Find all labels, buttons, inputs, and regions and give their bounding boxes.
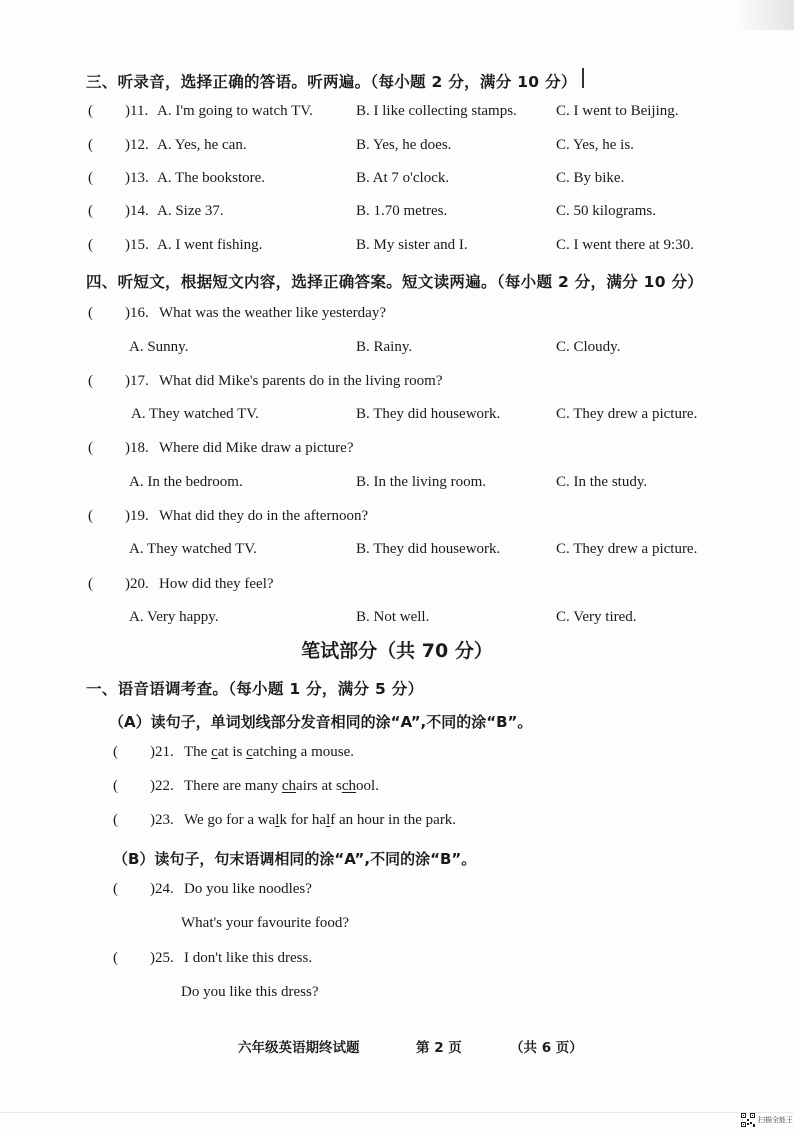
sentence [184, 744, 354, 761]
underlined-letters: c [211, 744, 218, 760]
option-b: B. 1.70 metres. [356, 203, 448, 219]
answer-bracket[interactable]: ( [88, 203, 93, 219]
sentence-text: airs at s [296, 778, 342, 794]
question-number: )11. [125, 103, 149, 119]
option-b: B. They did housework. [356, 541, 501, 557]
question-15 [0, 237, 794, 267]
question-number: )16. [125, 305, 149, 321]
question-25 [0, 950, 794, 980]
question-number: )19. [125, 508, 149, 524]
underlined-letters: c [246, 744, 253, 760]
option-c: C. In the study. [556, 474, 648, 490]
option-b: B. At 7 o'clock. [356, 170, 450, 186]
question-number: )25. [150, 950, 174, 966]
option-c: C. They drew a picture. [556, 541, 698, 557]
sentence-text: f an hour in the park. [330, 812, 457, 828]
sentence-text: atching a mouse. [252, 744, 354, 760]
sentence-text: at is [217, 744, 247, 760]
scanner-brand-logo: 扫描全能王 [758, 1116, 793, 1124]
scan-shadow [734, 0, 794, 30]
question-number: )22. [150, 778, 174, 794]
question-number: )15. [125, 237, 149, 253]
question-25-line-2 [0, 984, 794, 1014]
question-13 [0, 170, 794, 200]
answer-bracket[interactable]: ( [88, 576, 93, 592]
sentence-text: We go for a wa [184, 812, 276, 828]
option-a: A. They watched TV. [129, 541, 257, 557]
question-number: )14. [125, 203, 149, 219]
sentence [184, 812, 456, 829]
answer-bracket[interactable]: ( [88, 440, 93, 456]
question-24-line-2 [0, 915, 794, 945]
answer-bracket[interactable]: ( [113, 881, 118, 897]
question-19 [0, 508, 794, 538]
question-22 [0, 778, 794, 808]
text-cursor [582, 68, 584, 88]
answer-bracket[interactable]: ( [88, 305, 93, 321]
sentence [184, 778, 379, 795]
question-21 [0, 744, 794, 774]
question-24 [0, 881, 794, 911]
answer-bracket[interactable]: ( [88, 137, 93, 153]
scan-edge-divider [0, 1112, 794, 1113]
question-text: What was the weather like yesterday? [159, 305, 386, 321]
option-a: A. I'm going to watch TV. [157, 103, 313, 119]
footer-page: 第 2 页 [416, 1040, 462, 1056]
underlined-letters: ch [281, 778, 297, 794]
sentence-line-2: What's your favourite food? [181, 915, 350, 931]
written-part-title: 笔试部分（共 70 分） [301, 640, 493, 662]
part-a-instruction: （A）读句子，单词划线部分发音相同的涂“A”,不同的涂“B”。 [109, 713, 533, 731]
question-23 [0, 812, 794, 842]
sentence-text: k for ha [279, 812, 327, 828]
question-20-options [0, 609, 794, 639]
answer-bracket[interactable]: ( [88, 373, 93, 389]
sentence-text: The [184, 744, 212, 760]
option-c: C. I went there at 9:30. [556, 237, 694, 253]
question-text: What did they do in the afternoon? [159, 508, 369, 524]
option-c: C. Yes, he is. [556, 137, 634, 153]
question-19-options [0, 541, 794, 571]
part-b-instruction: （B）读句子，句末语调相同的涂“A”,不同的涂“B”。 [113, 850, 477, 868]
option-c: C. Very tired. [556, 609, 637, 625]
option-a: A. Yes, he can. [157, 137, 247, 153]
question-18-options [0, 474, 794, 504]
question-number: )13. [125, 170, 149, 186]
answer-bracket[interactable]: ( [113, 812, 118, 828]
question-17-options [0, 406, 794, 436]
sentence-line-2: Do you like this dress? [181, 984, 319, 1000]
question-11 [0, 103, 794, 133]
option-b: B. My sister and I. [356, 237, 468, 253]
footer-subject: 六年级英语期终试题 [238, 1040, 360, 1056]
section3-title: 三、听录音，选择正确的答语。听两遍。（每小题 2 分，满分 10 分） [86, 73, 577, 91]
question-number: )24. [150, 881, 174, 897]
question-text: What did Mike's parents do in the living room? [159, 373, 443, 389]
answer-bracket[interactable]: ( [113, 950, 118, 966]
option-c: C. 50 kilograms. [556, 203, 656, 219]
sentence-text: ool. [356, 778, 379, 794]
qr-code-icon [741, 1113, 755, 1127]
footer-total: （共 6 页） [510, 1040, 583, 1056]
question-number: )20. [125, 576, 149, 592]
answer-bracket[interactable]: ( [113, 744, 118, 760]
option-a: A. In the bedroom. [129, 474, 243, 490]
option-a: A. I went fishing. [157, 237, 263, 253]
sentence-text: There are many [184, 778, 282, 794]
question-16 [0, 305, 794, 335]
option-a: A. The bookstore. [157, 170, 266, 186]
question-16-options [0, 339, 794, 369]
option-b: B. In the living room. [356, 474, 486, 490]
question-12 [0, 137, 794, 167]
question-number: )12. [125, 137, 149, 153]
option-b: B. Rainy. [356, 339, 413, 355]
question-18 [0, 440, 794, 470]
answer-bracket[interactable]: ( [88, 508, 93, 524]
option-c: C. They drew a picture. [556, 406, 698, 422]
answer-bracket[interactable]: ( [113, 778, 118, 794]
question-17 [0, 373, 794, 403]
underlined-letters: ch [341, 778, 357, 794]
option-b: B. I like collecting stamps. [356, 103, 517, 119]
option-b: B. Yes, he does. [356, 137, 452, 153]
option-c: C. By bike. [556, 170, 625, 186]
underlined-letters: l [326, 812, 331, 828]
question-number: )23. [150, 812, 174, 828]
sentence-line-1: Do you like noodles? [184, 881, 312, 897]
answer-bracket[interactable]: ( [88, 170, 93, 186]
written-section1-title: 一、语音语调考查。（每小题 1 分，满分 5 分） [86, 680, 424, 698]
question-14 [0, 203, 794, 233]
answer-bracket[interactable]: ( [88, 103, 93, 119]
answer-bracket[interactable]: ( [88, 237, 93, 253]
question-number: )18. [125, 440, 149, 456]
sentence-line-1: I don't like this dress. [184, 950, 313, 966]
question-number: )21. [150, 744, 174, 760]
option-a: A. They watched TV. [131, 406, 259, 422]
question-number: )17. [125, 373, 149, 389]
option-a: A. Sunny. [129, 339, 189, 355]
option-c: C. I went to Beijing. [556, 103, 679, 119]
question-text: Where did Mike draw a picture? [159, 440, 354, 456]
option-a: A. Very happy. [129, 609, 219, 625]
option-c: C. Cloudy. [556, 339, 621, 355]
option-b: B. Not well. [356, 609, 430, 625]
option-a: A. Size 37. [157, 203, 224, 219]
question-20 [0, 576, 794, 606]
question-text: How did they feel? [159, 576, 274, 592]
section4-title: 四、听短文，根据短文内容，选择正确答案。短文读两遍。（每小题 2 分，满分 10 分） [86, 273, 704, 291]
option-b: B. They did housework. [356, 406, 501, 422]
underlined-letters: l [275, 812, 280, 828]
